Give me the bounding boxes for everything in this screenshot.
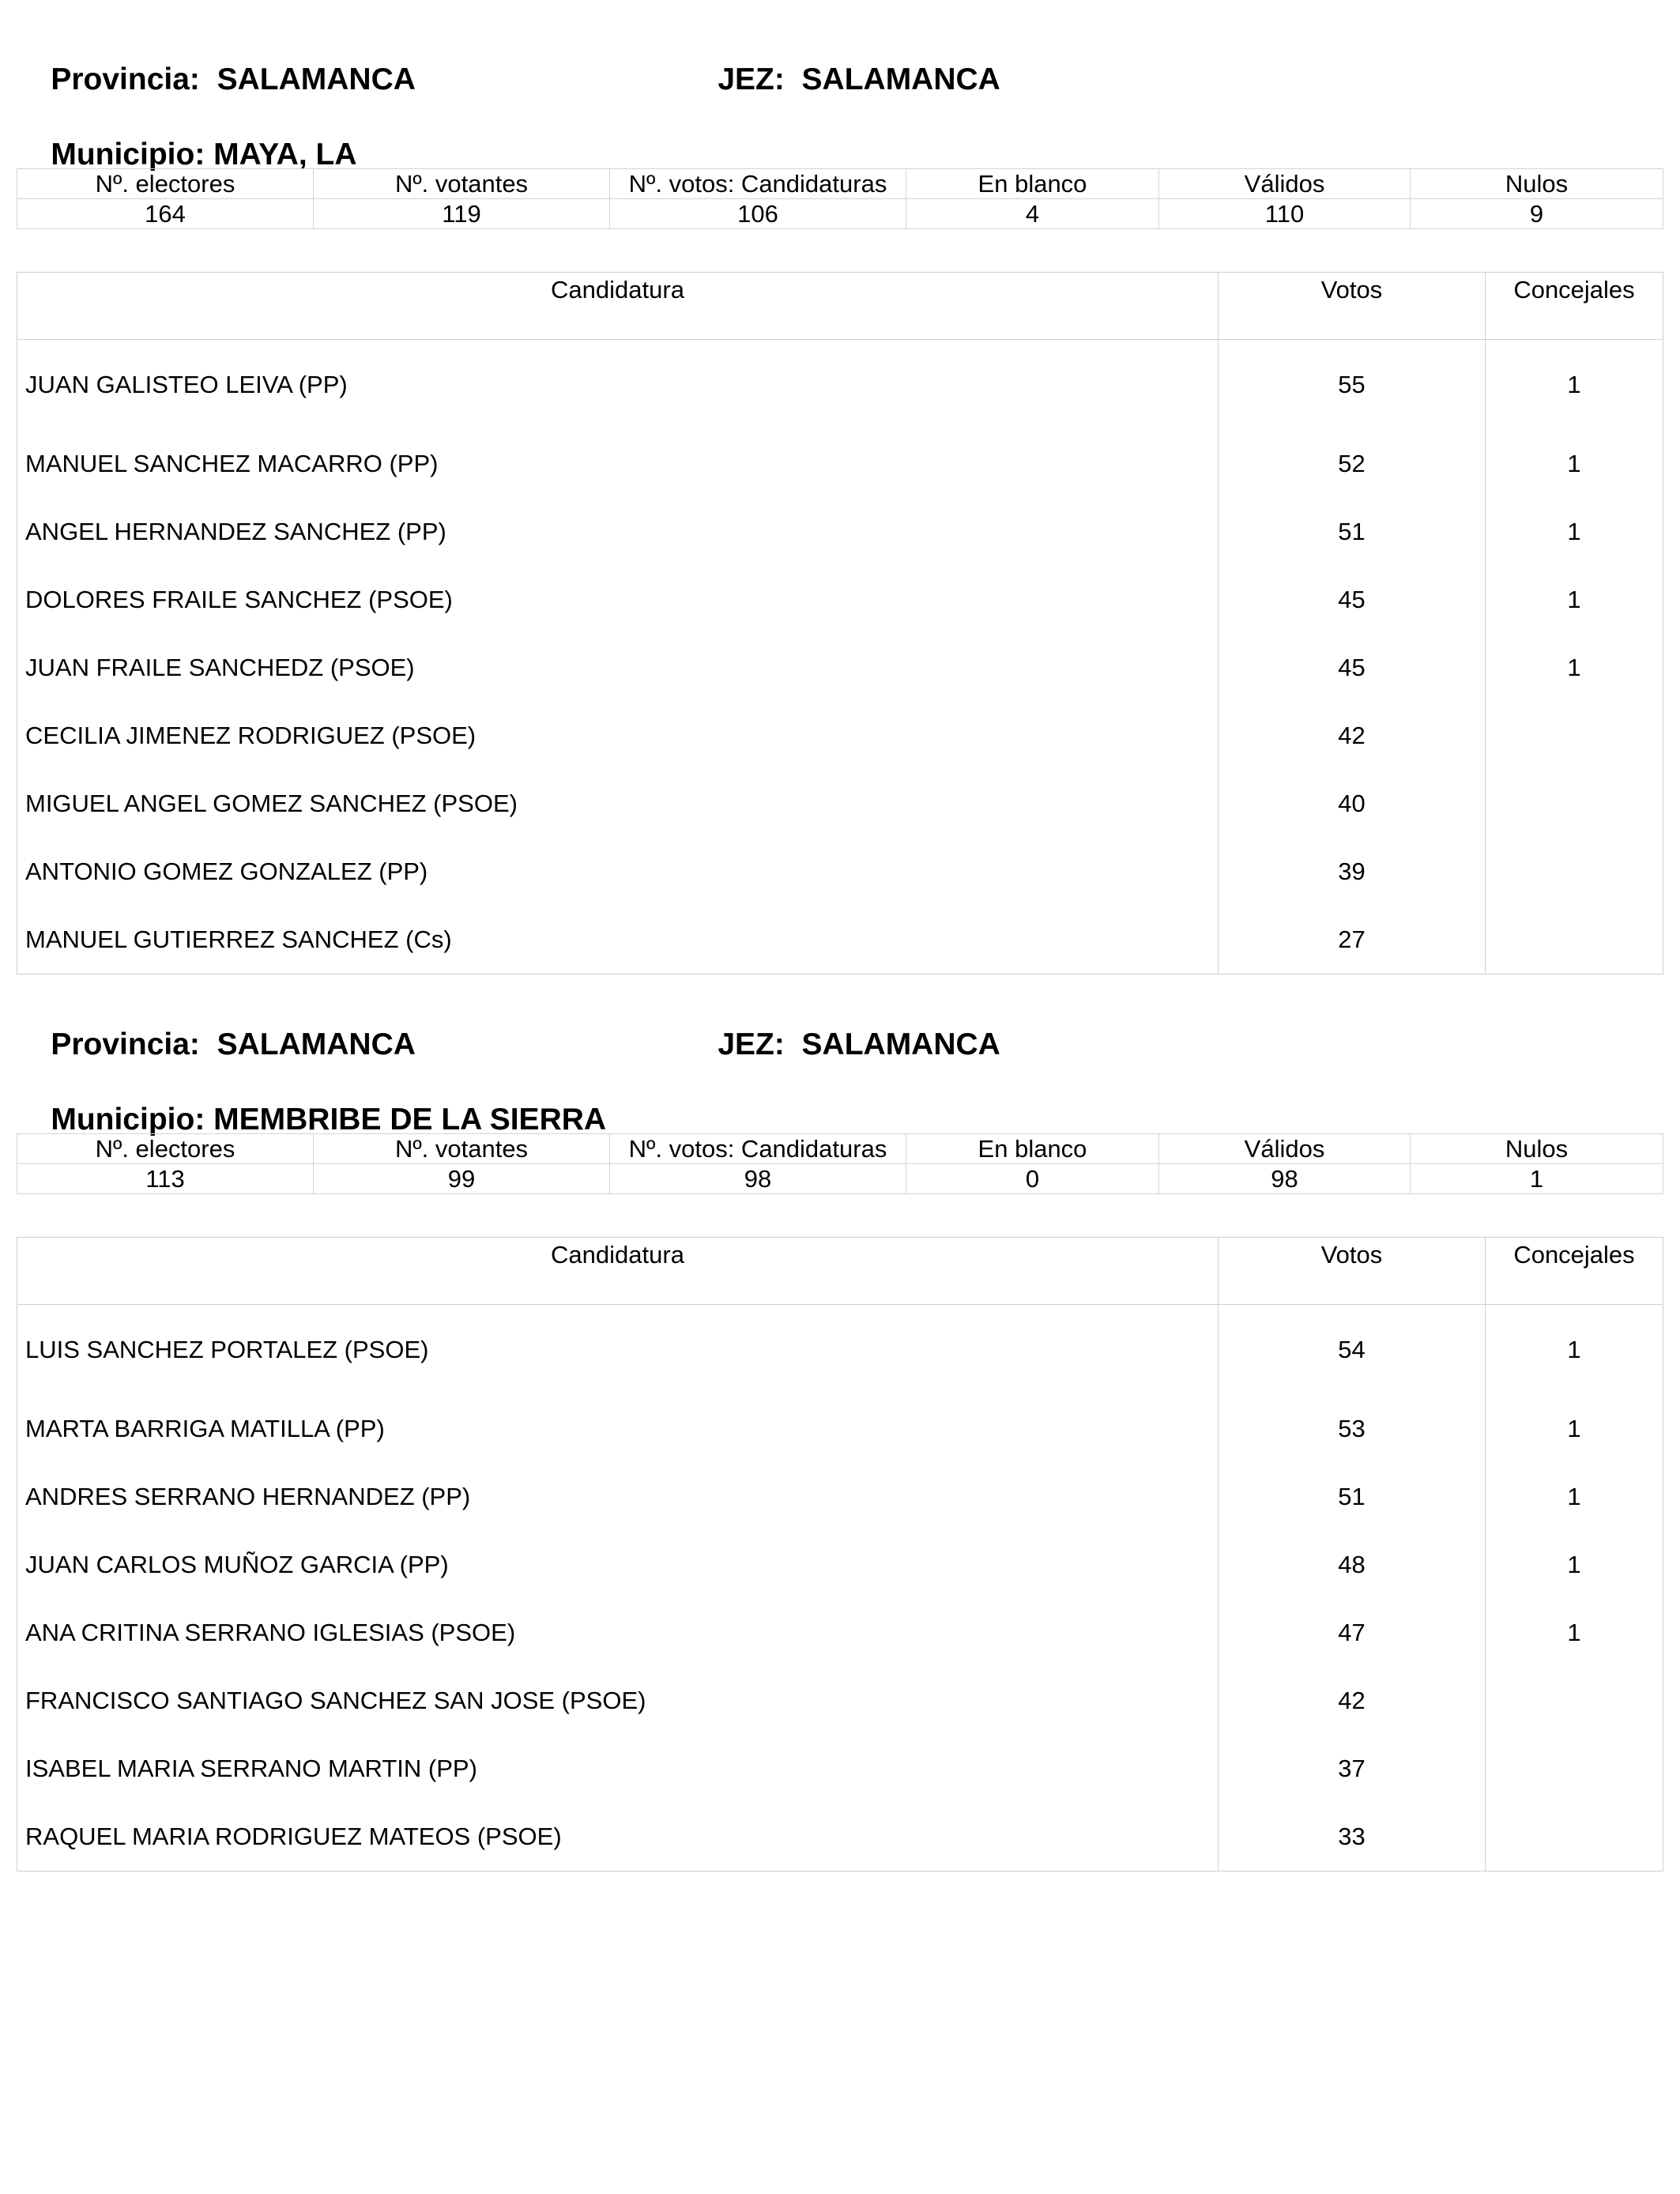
- councillors-cell: [1486, 1667, 1663, 1735]
- jez-header: [684, 25, 1000, 134]
- table-row: [17, 498, 1663, 566]
- councillors-cell: 1: [1486, 498, 1663, 566]
- candidate-name: JUAN GALISTEO LEIVA (PP): [17, 340, 1219, 431]
- stats-header-cell: Válidos: [1159, 169, 1411, 199]
- votes-cell: 53: [1219, 1395, 1486, 1463]
- stats-value-cell: 98: [1159, 1164, 1411, 1194]
- table-row: [17, 1531, 1663, 1599]
- candidates-table: [17, 272, 1663, 974]
- councillors-cell: [1486, 770, 1663, 838]
- table-row: [17, 1463, 1663, 1531]
- stats-value-cell: 119: [314, 199, 610, 229]
- votes-cell: 40: [1219, 770, 1486, 838]
- councillors-cell: 1: [1486, 1305, 1663, 1396]
- stats-header-row: [17, 1134, 1663, 1164]
- stats-header-cell: Nulos: [1411, 169, 1663, 199]
- councillors-cell: [1486, 906, 1663, 974]
- stats-header-cell: Nº. votantes: [314, 169, 610, 199]
- votes-cell: 42: [1219, 702, 1486, 770]
- stats-value-cell: 164: [17, 199, 314, 229]
- concejales-header: Concejales: [1486, 273, 1663, 340]
- councillors-cell: 1: [1486, 634, 1663, 702]
- votes-cell: 52: [1219, 430, 1486, 498]
- stats-value-cell: 4: [906, 199, 1159, 229]
- jez-value: SALAMANCA: [801, 62, 1000, 96]
- table-row: [17, 838, 1663, 906]
- table-row: [17, 906, 1663, 974]
- councillors-cell: 1: [1486, 1599, 1663, 1667]
- table-row: [17, 1735, 1663, 1803]
- municipio-value: MAYA, LA: [213, 138, 357, 172]
- table-row: [17, 1395, 1663, 1463]
- candidate-name: LUIS SANCHEZ PORTALEZ (PSOE): [17, 1305, 1219, 1396]
- stats-header-cell: En blanco: [906, 169, 1159, 199]
- concejales-header: Concejales: [1486, 1238, 1663, 1305]
- votos-header: Votos: [1219, 1238, 1486, 1305]
- jez-header: [684, 990, 1000, 1099]
- councillors-cell: 1: [1486, 1395, 1663, 1463]
- votes-cell: 55: [1219, 340, 1486, 431]
- candidate-name: DOLORES FRAILE SANCHEZ (PSOE): [17, 566, 1219, 634]
- votos-header: Votos: [1219, 273, 1486, 340]
- stats-value-cell: 99: [314, 1164, 610, 1194]
- table-row: [17, 566, 1663, 634]
- candidate-name: MIGUEL ANGEL GOMEZ SANCHEZ (PSOE): [17, 770, 1219, 838]
- stats-value-row: [17, 1164, 1663, 1194]
- candidates-header-row: [17, 1238, 1663, 1305]
- candidate-name: CECILIA JIMENEZ RODRIGUEZ (PSOE): [17, 702, 1219, 770]
- stats-header-cell: Nº. electores: [17, 169, 314, 199]
- stats-value-cell: 1: [1411, 1164, 1663, 1194]
- votes-cell: 48: [1219, 1531, 1486, 1599]
- votes-cell: 37: [1219, 1735, 1486, 1803]
- votes-cell: 27: [1219, 906, 1486, 974]
- candidatura-header: Candidatura: [17, 1238, 1219, 1305]
- jez-label: JEZ:: [718, 1027, 785, 1061]
- table-row: [17, 1667, 1663, 1735]
- votes-cell: 45: [1219, 566, 1486, 634]
- candidate-name: ANDRES SERRANO HERNANDEZ (PP): [17, 1463, 1219, 1531]
- candidate-name: MANUEL SANCHEZ MACARRO (PP): [17, 430, 1219, 498]
- candidatura-header: Candidatura: [17, 273, 1219, 340]
- stats-value-cell: 106: [610, 199, 906, 229]
- votes-cell: 54: [1219, 1305, 1486, 1396]
- candidate-name: JUAN FRAILE SANCHEDZ (PSOE): [17, 634, 1219, 702]
- councillors-cell: 1: [1486, 1463, 1663, 1531]
- jez-value: SALAMANCA: [801, 1027, 1000, 1061]
- municipio-label: Municipio:: [51, 1103, 205, 1137]
- votes-cell: 33: [1219, 1803, 1486, 1872]
- candidate-name: RAQUEL MARIA RODRIGUEZ MATEOS (PSOE): [17, 1803, 1219, 1872]
- stats-value-cell: 0: [906, 1164, 1159, 1194]
- votes-cell: 51: [1219, 498, 1486, 566]
- provincia-label: Provincia:: [51, 1027, 200, 1061]
- jez-label: JEZ:: [718, 62, 785, 96]
- table-row: [17, 1305, 1663, 1396]
- candidate-name: JUAN CARLOS MUÑOZ GARCIA (PP): [17, 1531, 1219, 1599]
- candidate-name: ISABEL MARIA SERRANO MARTIN (PP): [17, 1735, 1219, 1803]
- candidates-table: [17, 1237, 1663, 1872]
- councillors-cell: 1: [1486, 430, 1663, 498]
- candidate-name: MANUEL GUTIERREZ SANCHEZ (Cs): [17, 906, 1219, 974]
- councillors-cell: [1486, 838, 1663, 906]
- votes-cell: 47: [1219, 1599, 1486, 1667]
- stats-value-row: [17, 199, 1663, 229]
- provincia-value: SALAMANCA: [217, 62, 416, 96]
- votes-cell: 42: [1219, 1667, 1486, 1735]
- stats-header-row: [17, 169, 1663, 199]
- table-row: [17, 430, 1663, 498]
- stats-value-cell: 110: [1159, 199, 1411, 229]
- municipio-value: MEMBRIBE DE LA SIERRA: [213, 1103, 607, 1137]
- councillors-cell: 1: [1486, 566, 1663, 634]
- candidate-name: MARTA BARRIGA MATILLA (PP): [17, 1395, 1219, 1463]
- stats-table: [17, 1133, 1663, 1194]
- votes-cell: 45: [1219, 634, 1486, 702]
- stats-header-cell: Nº. votantes: [314, 1134, 610, 1164]
- table-row: [17, 634, 1663, 702]
- councillors-cell: [1486, 1735, 1663, 1803]
- stats-value-cell: 98: [610, 1164, 906, 1194]
- table-row: [17, 702, 1663, 770]
- stats-value-cell: 113: [17, 1164, 314, 1194]
- stats-header-cell: Nº. electores: [17, 1134, 314, 1164]
- table-row: [17, 1803, 1663, 1872]
- candidates-header-row: [17, 273, 1663, 340]
- candidate-name: ANA CRITINA SERRANO IGLESIAS (PSOE): [17, 1599, 1219, 1667]
- stats-table: [17, 168, 1663, 229]
- stats-header-cell: Nº. votos: Candidaturas: [610, 169, 906, 199]
- votes-cell: 39: [1219, 838, 1486, 906]
- councillors-cell: [1486, 1803, 1663, 1872]
- provincia-label: Provincia:: [51, 62, 200, 96]
- stats-header-cell: Válidos: [1159, 1134, 1411, 1164]
- municipio-label: Municipio:: [51, 138, 205, 172]
- stats-header-cell: En blanco: [906, 1134, 1159, 1164]
- councillors-cell: [1486, 702, 1663, 770]
- stats-value-cell: 9: [1411, 199, 1663, 229]
- stats-header-cell: Nº. votos: Candidaturas: [610, 1134, 906, 1164]
- councillors-cell: 1: [1486, 1531, 1663, 1599]
- table-row: [17, 340, 1663, 431]
- table-row: [17, 1599, 1663, 1667]
- stats-header-cell: Nulos: [1411, 1134, 1663, 1164]
- table-row: [17, 770, 1663, 838]
- candidate-name: ANGEL HERNANDEZ SANCHEZ (PP): [17, 498, 1219, 566]
- candidate-name: ANTONIO GOMEZ GONZALEZ (PP): [17, 838, 1219, 906]
- provincia-value: SALAMANCA: [217, 1027, 416, 1061]
- councillors-cell: 1: [1486, 340, 1663, 431]
- votes-cell: 51: [1219, 1463, 1486, 1531]
- candidate-name: FRANCISCO SANTIAGO SANCHEZ SAN JOSE (PSOE): [17, 1667, 1219, 1735]
